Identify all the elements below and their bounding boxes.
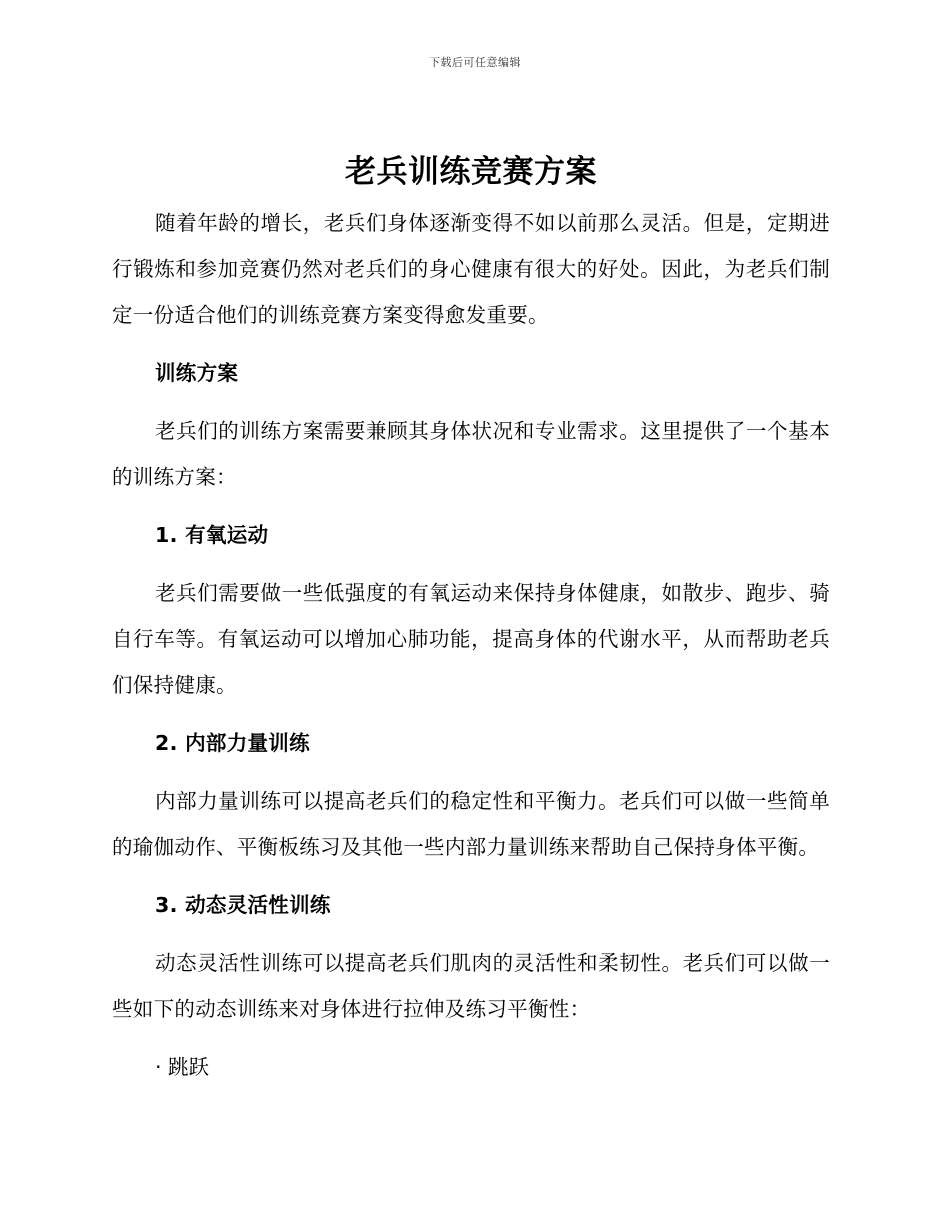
intro-paragraph: 随着年龄的增长，老兵们身体逐渐变得不如以前那么灵活。但是，定期进行锻炼和参加竞赛仍然对老兵们的身心健康有很大的好处。因此，为老兵们制定一份适合他们的训练竞赛方案变得愈发重要。 xyxy=(112,211,830,327)
item-paragraph-flexibility: 动态灵活性训练可以提高老兵们肌肉的灵活性和柔韧性。老兵们可以做一些如下的动态训练来对身体进行拉伸及练习平衡性： xyxy=(112,951,830,1021)
item-paragraph-core-strength: 内部力量训练可以提高老兵们的稳定性和平衡力。老兵们可以做一些简单的瑜伽动作、平衡板练习及其他一些内部力量训练来帮助自己保持身体平衡。 xyxy=(112,789,830,859)
section-heading: 训练方案 xyxy=(155,361,239,385)
document-body xyxy=(112,150,830,1090)
item-heading-flexibility: 3. 动态灵活性训练 xyxy=(155,893,331,917)
header-note: 下载后可任意编辑 xyxy=(429,56,521,69)
item-heading-aerobic: 1. 有氧运动 xyxy=(155,523,269,547)
item-paragraph-aerobic: 老兵们需要做一些低强度的有氧运动来保持身体健康，如散步、跑步、骑自行车等。有氧运动可以增加心肺功能，提高身体的代谢水平，从而帮助老兵们保持健康。 xyxy=(112,581,830,697)
document-title: 老兵训练竞赛方案 xyxy=(345,154,597,190)
section-intro-paragraph: 老兵们的训练方案需要兼顾其身体状况和专业需求。这里提供了一个基本的训练方案： xyxy=(112,419,830,489)
item-heading-core-strength: 2. 内部力量训练 xyxy=(155,731,310,755)
bullet-item: · 跳跃 xyxy=(155,1055,210,1079)
